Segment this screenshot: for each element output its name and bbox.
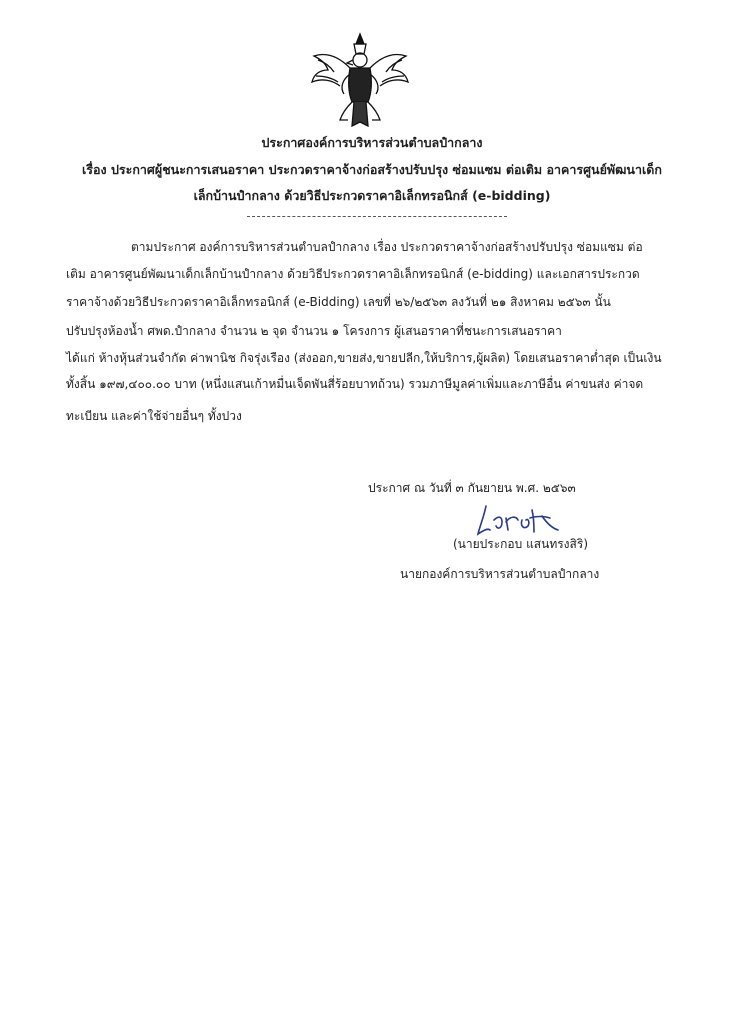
- body-line-7: ทะเบียน และค่าใช้จ่ายอื่นๆ ทั้งปวง: [66, 409, 242, 423]
- garuda-emblem: [300, 30, 420, 130]
- body-line-5: ได้แก่ ห้างหุ้นส่วนจำกัด ค่าพานิช กิจรุ่งเรือง (ส่งออก,ขายส่ง,ขายปลีก,ให้บริการ,ผู้ผลิต) โดยเสนอราคาต่ำสุด เป็นเงิน: [66, 351, 662, 365]
- header-divider: [247, 216, 507, 217]
- body-line-1: ตามประกาศ องค์การบริหารส่วนตำบลปำกลาง เรื่อง ประกวดราคาจ้างก่อสร้างปรับปรุง ซ่อมแซม ต่อ: [131, 240, 643, 254]
- announcement-date: ประกาศ ณ วันที่ ๓ กันยายน พ.ศ. ๒๕๖๓: [368, 481, 576, 495]
- signer-name: (นายประกอบ แสนทรงสิริ): [453, 537, 588, 551]
- body-line-6: ทั้งสิ้น ๑๙๗,๔๐๐.๐๐ บาท (หนึ่งแสนเก้าหมื่นเจ็ดพันสี่ร้อยบาทถ้วน) รวมภาษีมูลค่าเพิ่มและภาษีอื่น ค่าขนส่ง ค่าจด: [66, 377, 644, 391]
- header-line-1: ประกาศองค์การบริหารส่วนตำบลปำกลาง: [261, 135, 483, 150]
- body-line-3: ราคาจ้างด้วยวิธีประกวดราคาอิเล็กทรอนิกส์ (e-Bidding) เลขที่ ๒๖/๒๕๖๓ ลงวันที่ ๒๑ สิงหาคม ๒๕๖๓ นั้น: [66, 295, 611, 309]
- handwritten-signature: [472, 500, 562, 540]
- header-line-2: เรื่อง ประกาศผู้ชนะการเสนอราคา ประกวดราคาจ้างก่อสร้างปรับปรุง ซ่อมแซม ต่อเติม อาคารศูนย์พัฒนาเด็ก: [82, 162, 662, 177]
- body-line-4: ปรับปรุงห้องน้ำ ศพด.ปำกลาง จำนวน ๒ จุด จำนวน ๑ โครงการ ผู้เสนอราคาที่ชนะการเสนอราคา: [66, 324, 562, 338]
- body-line-2: เติม อาคารศูนย์พัฒนาเด็กเล็กบ้านปำกลาง ด้วยวิธีประกวดราคาอิเล็กทรอนิกส์ (e-bidding) และเอกสารประกวด: [66, 267, 640, 281]
- signer-title: นายกองค์การบริหารส่วนตำบลปำกลาง: [400, 567, 600, 581]
- header-line-3: เล็กบ้านปำกลาง ด้วยวิธีประกวดราคาอิเล็กทรอนิกส์ (e-bidding): [193, 188, 551, 203]
